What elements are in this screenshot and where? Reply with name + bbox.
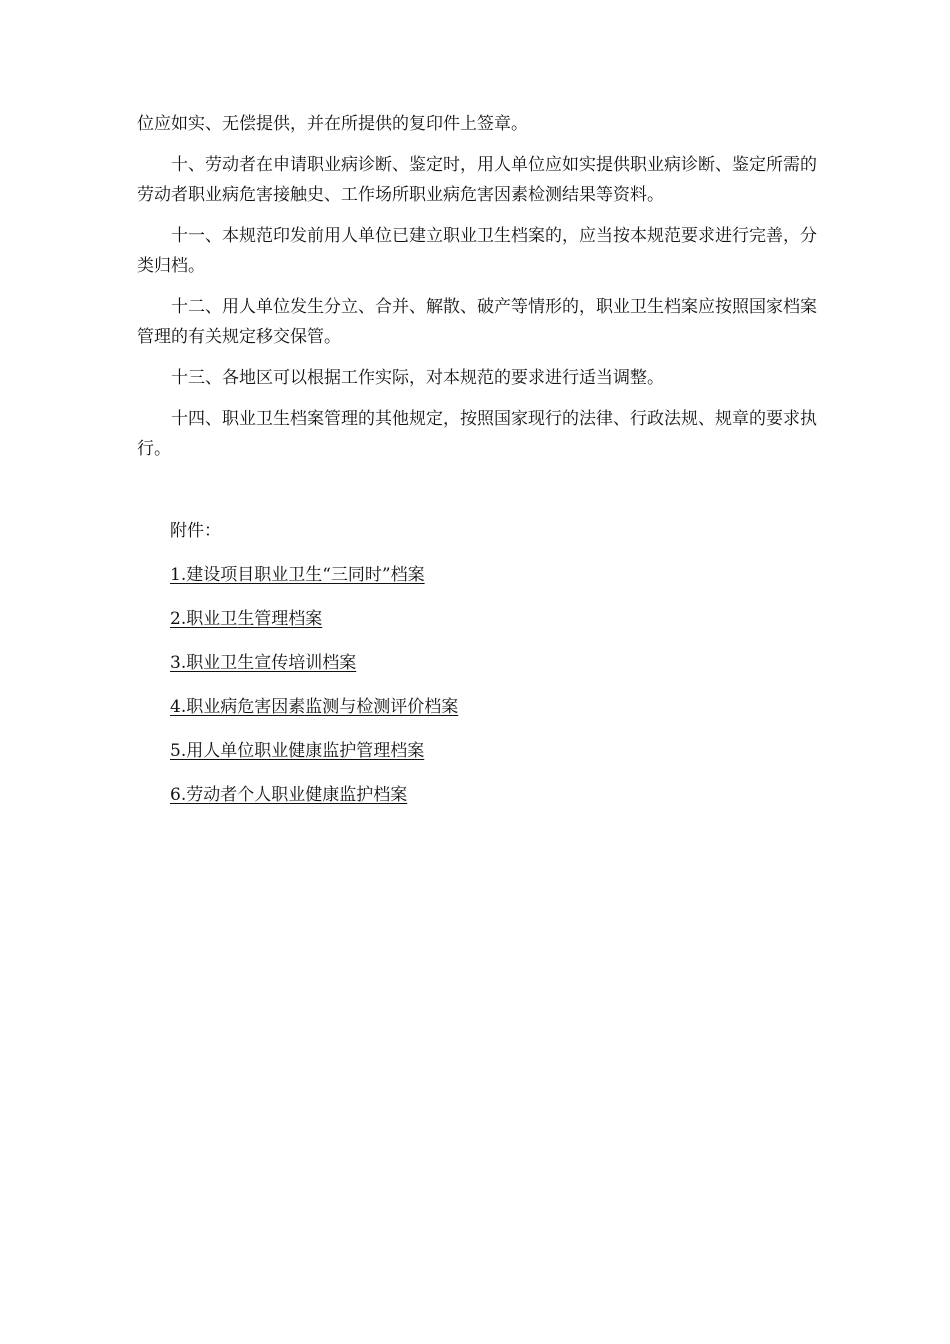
paragraph-article-11: 十一、本规范印发前用人单位已建立职业卫生档案的，应当按本规范要求进行完善，分类归档。 [137, 226, 817, 276]
attachment-link-6[interactable]: 6.劳动者个人职业健康监护档案 [170, 785, 408, 805]
list-item [170, 560, 810, 590]
list-item [170, 692, 810, 722]
paragraph-article-13: 十三、各地区可以根据工作实际，对本规范的要求进行适当调整。 [171, 368, 664, 388]
list-item [170, 780, 810, 810]
attachments-list [170, 560, 810, 810]
paragraph-article-14: 十四、职业卫生档案管理的其他规定，按照国家现行的法律、行政法规、规章的要求执行。 [137, 409, 817, 459]
attachments-section [170, 516, 810, 824]
list-item [170, 604, 810, 634]
attachment-link-1[interactable]: 1.建设项目职业卫生“三同时”档案 [170, 565, 425, 585]
attachment-link-4[interactable]: 4.职业病危害因素监测与检测评价档案 [170, 697, 459, 717]
list-item [170, 648, 810, 678]
document-body [137, 109, 817, 475]
paragraph-article-12: 十二、用人单位发生分立、合并、解散、破产等情形的，职业卫生档案应按照国家档案管理的有关规定移交保管。 [137, 297, 817, 347]
paragraph-continuation: 位应如实、无偿提供，并在所提供的复印件上签章。 [137, 114, 528, 134]
attachment-link-3[interactable]: 3.职业卫生宣传培训档案 [170, 653, 357, 673]
paragraph-article-10: 十、劳动者在申请职业病诊断、鉴定时，用人单位应如实提供职业病诊断、鉴定所需的劳动者职业病危害接触史、工作场所职业病危害因素检测结果等资料。 [137, 155, 817, 205]
attachment-link-5[interactable]: 5.用人单位职业健康监护管理档案 [170, 741, 425, 761]
attachments-title: 附件： [170, 521, 221, 541]
list-item [170, 736, 810, 766]
attachment-link-2[interactable]: 2.职业卫生管理档案 [170, 609, 323, 629]
